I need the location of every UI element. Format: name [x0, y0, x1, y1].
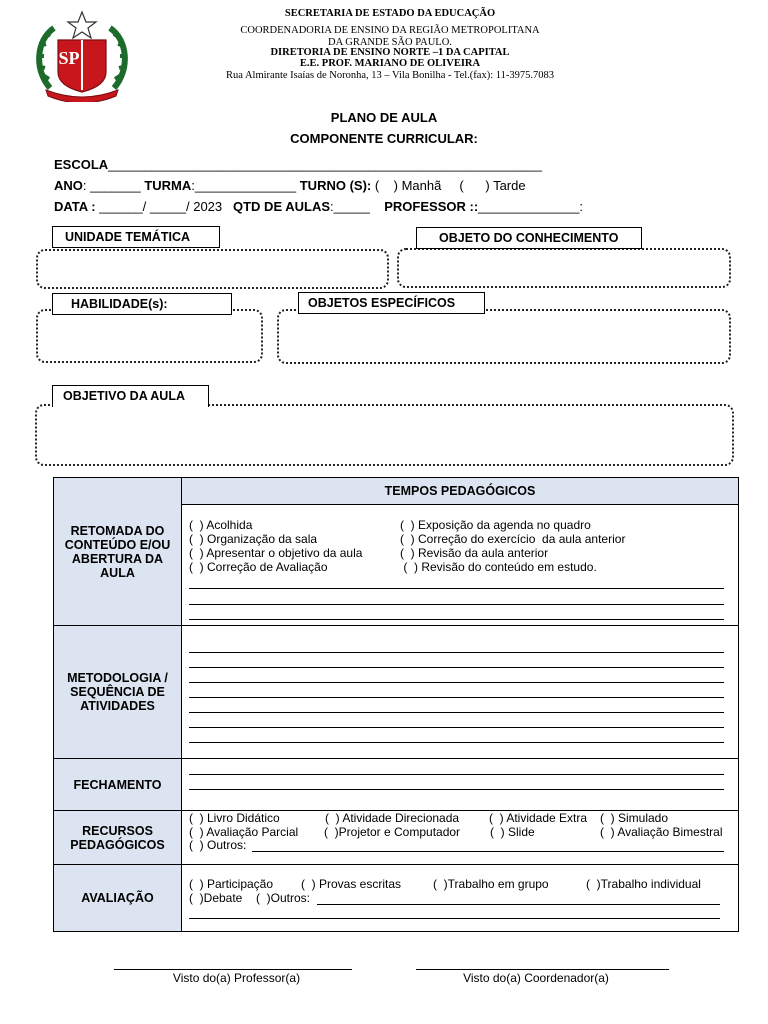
- option-organizacao-sala[interactable]: ( ) Organização da sala: [189, 532, 318, 546]
- avaliacao-content: [182, 865, 739, 932]
- professor-signature-label: Visto do(a) Professor(a): [172, 971, 301, 985]
- write-line[interactable]: [189, 789, 724, 790]
- metodologia-content: [182, 626, 739, 759]
- option-livro-didatico[interactable]: ( ) Livro Didático: [189, 811, 280, 825]
- seal-letters: SP: [58, 48, 80, 68]
- write-line[interactable]: [189, 774, 724, 775]
- retomada-cell: [54, 478, 182, 626]
- option-avaliacao-parcial[interactable]: ( ) Avaliação Parcial: [189, 825, 299, 839]
- option-debate[interactable]: ( )Debate: [189, 891, 243, 905]
- option-acolhida[interactable]: ( ) Acolhida: [189, 518, 253, 532]
- objetos-especificos-label: OBJETOS ESPECÍFICOS: [298, 292, 485, 314]
- objetivo-aula-label: OBJETIVO DA AULA: [52, 385, 209, 407]
- option-atividade-extra[interactable]: ( ) Atividade Extra: [489, 811, 588, 825]
- component-title: COMPONENTE CURRICULAR:: [290, 131, 478, 146]
- professor-label: PROFESSOR ::: [384, 199, 479, 214]
- recursos-content: [182, 811, 739, 865]
- header-secretaria: SECRETARIA DE ESTADO DA EDUCAÇÃO: [284, 8, 496, 19]
- fechamento-label: FECHAMENTO: [73, 777, 162, 792]
- write-line[interactable]: [189, 588, 724, 589]
- option-correcao-avaliacao[interactable]: ( ) Correção de Avaliação: [189, 560, 328, 574]
- header-diretoria: DIRETORIA DE ENSINO NORTE –1 DA CAPITAL: [270, 47, 510, 58]
- option-avaliacao-bimestral[interactable]: ( ) Avaliação Bimestral: [600, 825, 723, 839]
- option-slide[interactable]: ( ) Slide: [490, 825, 535, 839]
- objeto-conhecimento-label: OBJETO DO CONHECIMENTO: [416, 227, 642, 249]
- coordenador-signature-label: Visto do(a) Coordenador(a): [463, 971, 609, 985]
- option-atividade-direcionada[interactable]: ( ) Atividade Direcionada: [325, 811, 460, 825]
- professor-signature-line[interactable]: [114, 969, 352, 970]
- avaliacao-cell: [54, 865, 182, 932]
- habilidade-box[interactable]: [36, 309, 263, 363]
- write-line[interactable]: [189, 712, 724, 713]
- metodologia-cell: [54, 626, 182, 759]
- header-coordenadoria: COORDENADORIA DE ENSINO DA REGIÃO METROPOLITANA: [240, 25, 540, 36]
- option-participacao[interactable]: ( ) Participação: [189, 877, 274, 891]
- qtd-blank: :_____: [330, 199, 370, 214]
- write-line[interactable]: [189, 697, 724, 698]
- fechamento-cell: [54, 759, 182, 811]
- retomada-label: RETOMADA DO CONTEÚDO E/OU ABERTURA DA AULA: [64, 523, 171, 580]
- ano-blank: : _______: [82, 178, 145, 193]
- escola-blank: ____________________________________________________________: [108, 157, 542, 172]
- write-line[interactable]: [252, 851, 724, 852]
- objeto-conhecimento-box[interactable]: [397, 248, 731, 288]
- professor-blank: ______________:: [478, 199, 583, 214]
- objetivo-aula-box[interactable]: [35, 404, 734, 466]
- option-simulado[interactable]: ( ) Simulado: [600, 811, 669, 825]
- option-trabalho-grupo[interactable]: ( )Trabalho em grupo: [433, 877, 549, 891]
- plan-title: PLANO DE AULA: [330, 110, 438, 125]
- escola-line[interactable]: [54, 157, 542, 172]
- option-apresentar-objetivo[interactable]: ( ) Apresentar o objetivo da aula: [189, 546, 363, 560]
- header-endereco: Rua Almirante Isaías de Noronha, 13 – Vila Bonilha - Tel.(fax): 11-3975.7083: [226, 70, 554, 81]
- option-provas-escritas[interactable]: ( ) Provas escritas: [301, 877, 402, 891]
- habilidade-label: HABILIDADE(s):: [52, 293, 232, 315]
- option-revisao-conteudo[interactable]: ( ) Revisão do conteúdo em estudo.: [400, 560, 597, 574]
- option-trabalho-individual[interactable]: ( )Trabalho individual: [586, 877, 701, 891]
- turma-label: TURMA: [144, 178, 192, 193]
- tempos-pedagogicos-table: [53, 477, 739, 932]
- header-regiao: DA GRANDE SÃO PAULO.: [328, 37, 452, 48]
- data-label: DATA :: [54, 199, 100, 214]
- unidade-tematica-box[interactable]: [36, 249, 389, 289]
- ano-label: ANO: [54, 178, 83, 193]
- ano-turma-turno-line[interactable]: [54, 178, 526, 193]
- write-line[interactable]: [189, 667, 724, 668]
- option-outros[interactable]: ( ) Outros:: [189, 838, 247, 852]
- write-line[interactable]: [189, 652, 724, 653]
- write-line[interactable]: [189, 682, 724, 683]
- escola-label: ESCOLA: [54, 157, 109, 172]
- coordenador-signature-line[interactable]: [416, 969, 669, 970]
- recursos-label: RECURSOS PEDAGÓGICOS: [70, 823, 165, 852]
- option-revisao-aula[interactable]: ( ) Revisão da aula anterior: [400, 546, 549, 560]
- objetos-especificos-box[interactable]: [277, 309, 731, 364]
- option-correcao-exercicio[interactable]: ( ) Correção do exercício da aula anterior: [400, 532, 626, 546]
- sao-paulo-coat-of-arms: [28, 10, 136, 102]
- option-projetor-computador[interactable]: ( )Projetor e Computador: [324, 825, 461, 839]
- write-line[interactable]: [189, 742, 724, 743]
- metodologia-label: METODOLOGIA / SEQUÊNCIA DE ATIVIDADES: [67, 671, 168, 713]
- option-outros-avaliacao[interactable]: ( )Outros:: [256, 891, 311, 905]
- recursos-cell: [54, 811, 182, 865]
- avaliacao-label: AVALIAÇÃO: [81, 891, 154, 905]
- write-line[interactable]: [189, 727, 724, 728]
- write-line[interactable]: [189, 918, 720, 919]
- unidade-tematica-label: UNIDADE TEMÁTICA: [52, 226, 220, 248]
- tempos-header: TEMPOS PEDAGÓGICOS: [182, 478, 739, 505]
- write-line[interactable]: [317, 904, 720, 905]
- write-line[interactable]: [189, 619, 724, 620]
- fechamento-content: [182, 759, 739, 811]
- write-line[interactable]: [189, 604, 724, 605]
- retomada-content: [182, 505, 739, 626]
- data-blank: ______/ _____/ 2023: [99, 199, 223, 214]
- turma-blank: :______________: [191, 178, 300, 193]
- option-exposicao-agenda[interactable]: ( ) Exposição da agenda no quadro: [400, 518, 591, 532]
- turno-options[interactable]: ( ) Manhã ( ) Tarde: [371, 178, 526, 193]
- data-qtd-professor-line[interactable]: [54, 199, 583, 214]
- qtd-label: QTD DE AULAS: [233, 199, 331, 214]
- header-escola: E.E. PROF. MARIANO DE OLIVEIRA: [299, 58, 481, 69]
- turno-label: TURNO (S):: [299, 178, 372, 193]
